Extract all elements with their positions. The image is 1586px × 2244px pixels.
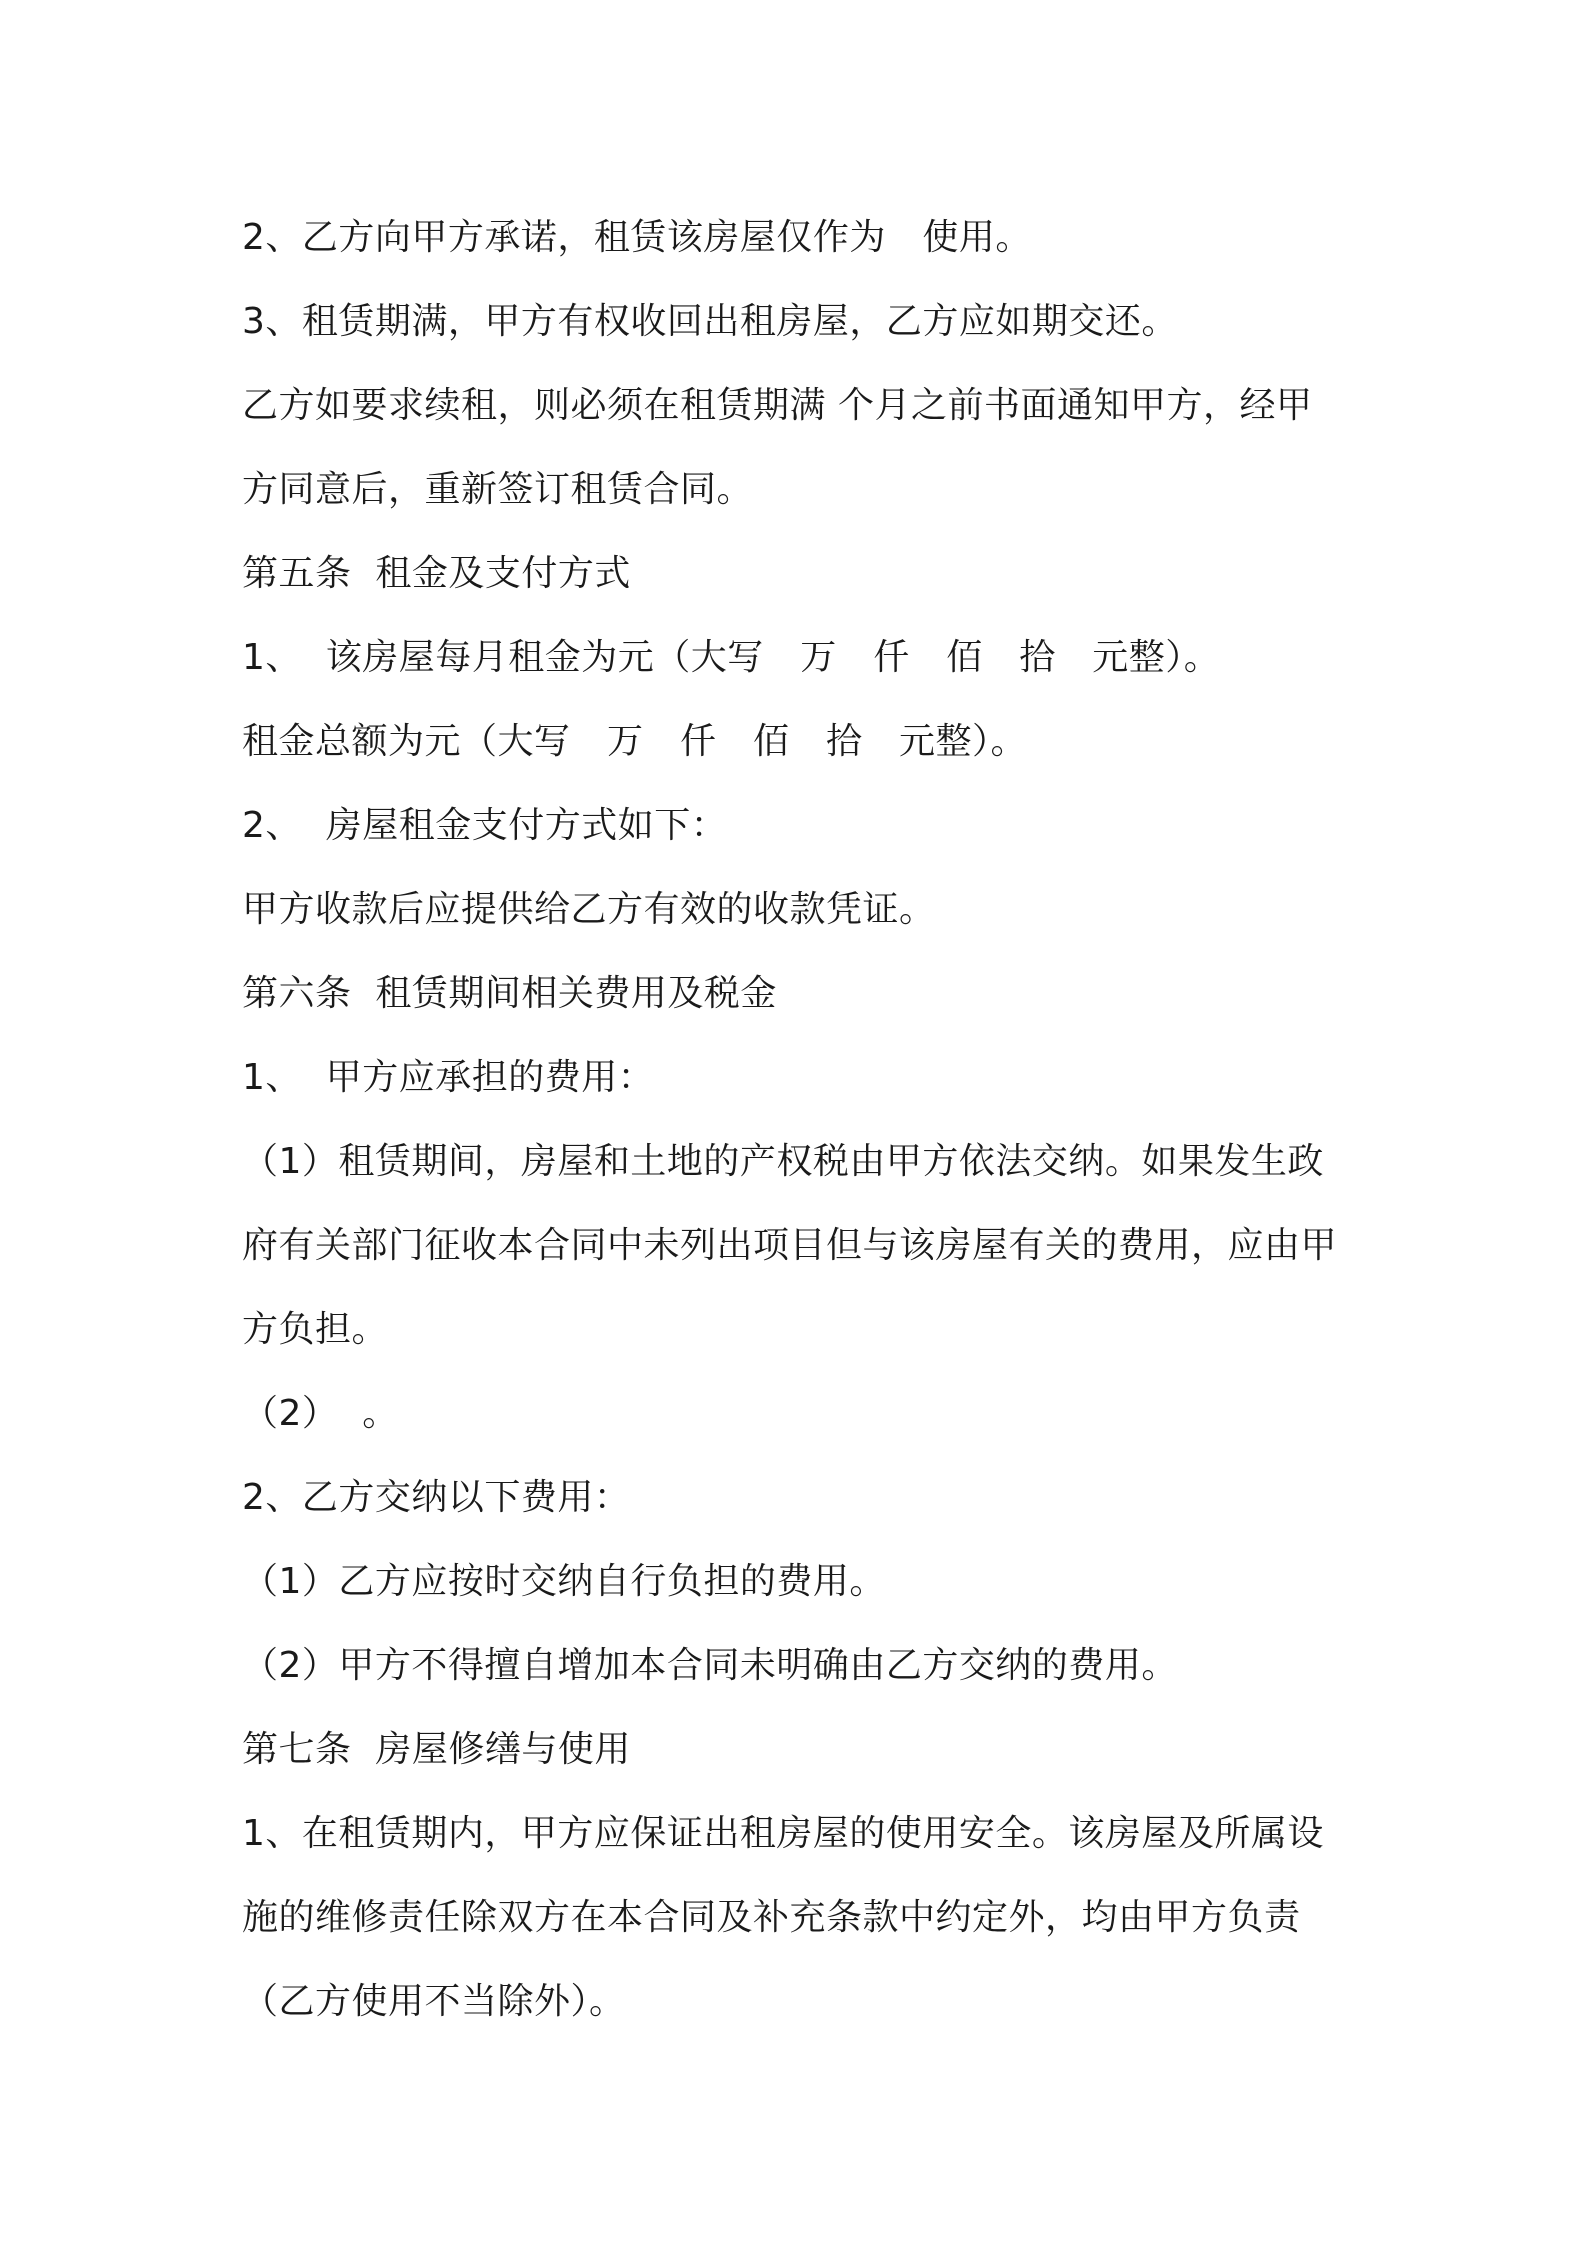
total-rent-line: 租金总额为元（大写 万 仟 佰 拾 元整）。 [242, 721, 1028, 762]
clause-5-3-expiry: 3、租赁期满，甲方有权收回出租房屋，乙方应如期交还。 [242, 301, 1178, 342]
article-7-heading: 第七条 房屋修缮与使用 [242, 1729, 631, 1770]
repair-clause-line-1: 1、在租赁期内，甲方应保证出租房屋的使用安全。该房屋及所属设 [242, 1813, 1324, 1854]
renewal-notice-line-2: 方同意后，重新签订租赁合同。 [242, 469, 754, 510]
repair-clause-line-2: 施的维修责任除双方在本合同及补充条款中约定外，均由甲方负责 [242, 1897, 1301, 1938]
party-a-fee-1-line-1: （1）租赁期间，房屋和土地的产权税由甲方依法交纳。如果发生政 [242, 1141, 1324, 1182]
clause-5-2-purpose: 2、乙方向甲方承诺，租赁该房屋仅作为 使用。 [242, 217, 1032, 258]
party-a-fee-1-line-2: 府有关部门征收本合同中未列出项目但与该房屋有关的费用，应由甲 [242, 1225, 1338, 1266]
party-b-fees-heading: 2、乙方交纳以下费用： [242, 1477, 631, 1518]
party-b-fee-1: （1）乙方应按时交纳自行负担的费用。 [242, 1561, 886, 1602]
payment-method-line: 2、 房屋租金支付方式如下： [242, 805, 728, 846]
party-a-fee-1-line-3: 方负担。 [242, 1309, 389, 1350]
renewal-notice-line-1: 乙方如要求续租，则必须在租赁期满 个月之前书面通知甲方，经甲 [242, 385, 1313, 426]
article-6-heading: 第六条 租赁期间相关费用及税金 [242, 973, 777, 1014]
party-b-fee-2: （2）甲方不得擅自增加本合同未明确由乙方交纳的费用。 [242, 1645, 1178, 1686]
party-a-fees-heading: 1、 甲方应承担的费用： [242, 1057, 655, 1098]
repair-clause-line-3: （乙方使用不当除外）。 [242, 1981, 626, 2022]
article-5-heading: 第五条 租金及支付方式 [242, 553, 631, 594]
receipt-line: 甲方收款后应提供给乙方有效的收款凭证。 [242, 889, 936, 930]
monthly-rent-line: 1、 该房屋每月租金为元（大写 万 仟 佰 拾 元整）。 [242, 637, 1221, 678]
party-a-fee-2: （2） 。 [242, 1393, 399, 1434]
document-body [242, 196, 1362, 2044]
